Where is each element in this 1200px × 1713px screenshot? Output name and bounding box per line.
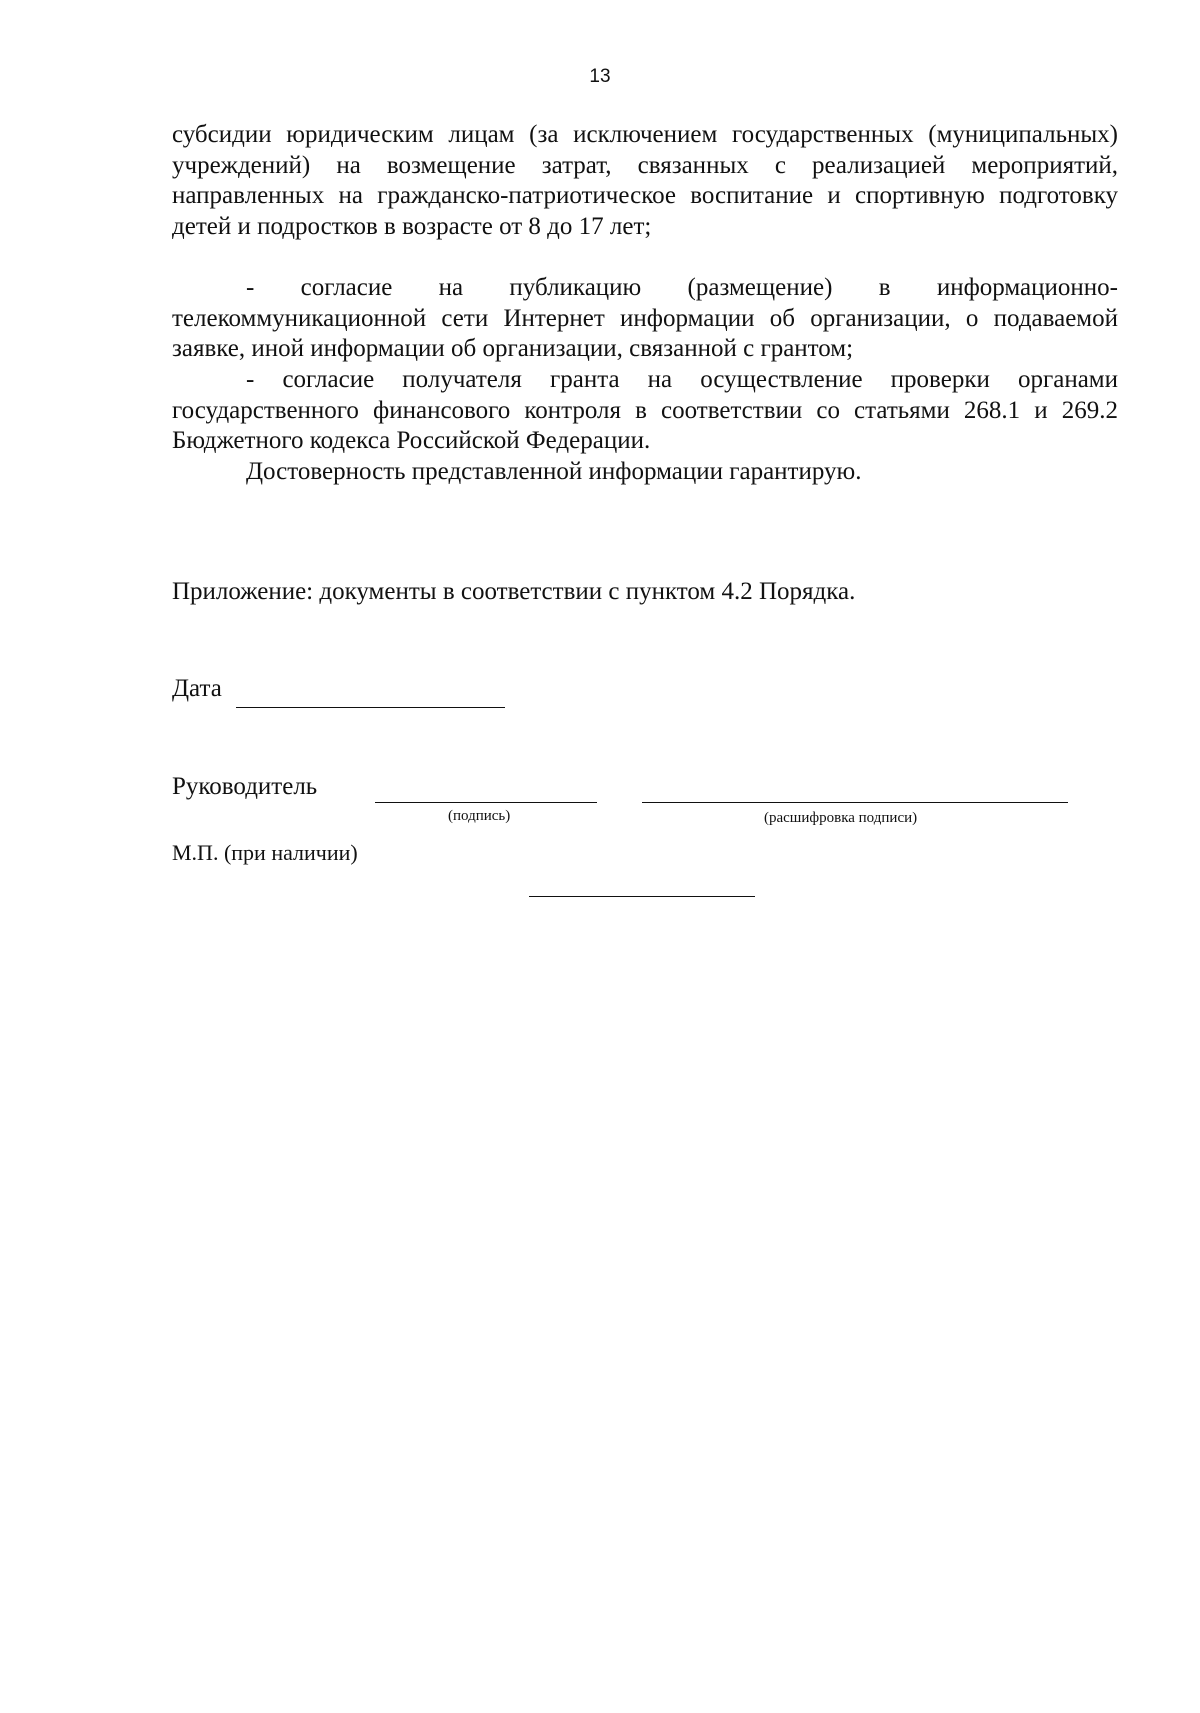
- paragraph-consent-publication: - согласие на публикацию (размещение) в информационно-телекоммуникационной сети Интернет информации об организации, о подаваемой заявке, иной информации об организации, связанной с грантом;: [172, 274, 1118, 362]
- page-number: 13: [589, 66, 611, 87]
- paragraph-subsidies: субсидии юридическим лицам (за исключением государственных (муниципальных) учреждений) на возмещение затрат, связанных с реализацией мероприятий, направленных на гражданско-патриотическое воспитание и спортивную подготовку детей и подростков в возрасте от 8 до 17 лет;: [172, 121, 1118, 240]
- paragraph-consent-inspection: - согласие получателя гранта на осуществление проверки органами государственного финансового контроля в соответствии со статьями 268.1 и 269.2 Бюджетного кодекса Российской Федерации.: [172, 366, 1118, 454]
- paragraph-accuracy-guarantee: Достоверность представленной информации гарантирую.: [246, 458, 862, 485]
- date-label: Дата: [172, 675, 222, 702]
- separator-line: [529, 896, 755, 897]
- name-caption: (расшифровка подписи): [764, 810, 918, 826]
- stamp-label: М.П. (при наличии): [172, 840, 358, 865]
- signature-line: [375, 802, 597, 803]
- date-line: [236, 707, 505, 708]
- name-line: [642, 802, 1068, 803]
- head-label: Руководитель: [172, 773, 318, 800]
- signature-caption: (подпись): [448, 808, 511, 824]
- attachment-note: Приложение: документы в соответствии с пунктом 4.2 Порядка.: [172, 578, 856, 605]
